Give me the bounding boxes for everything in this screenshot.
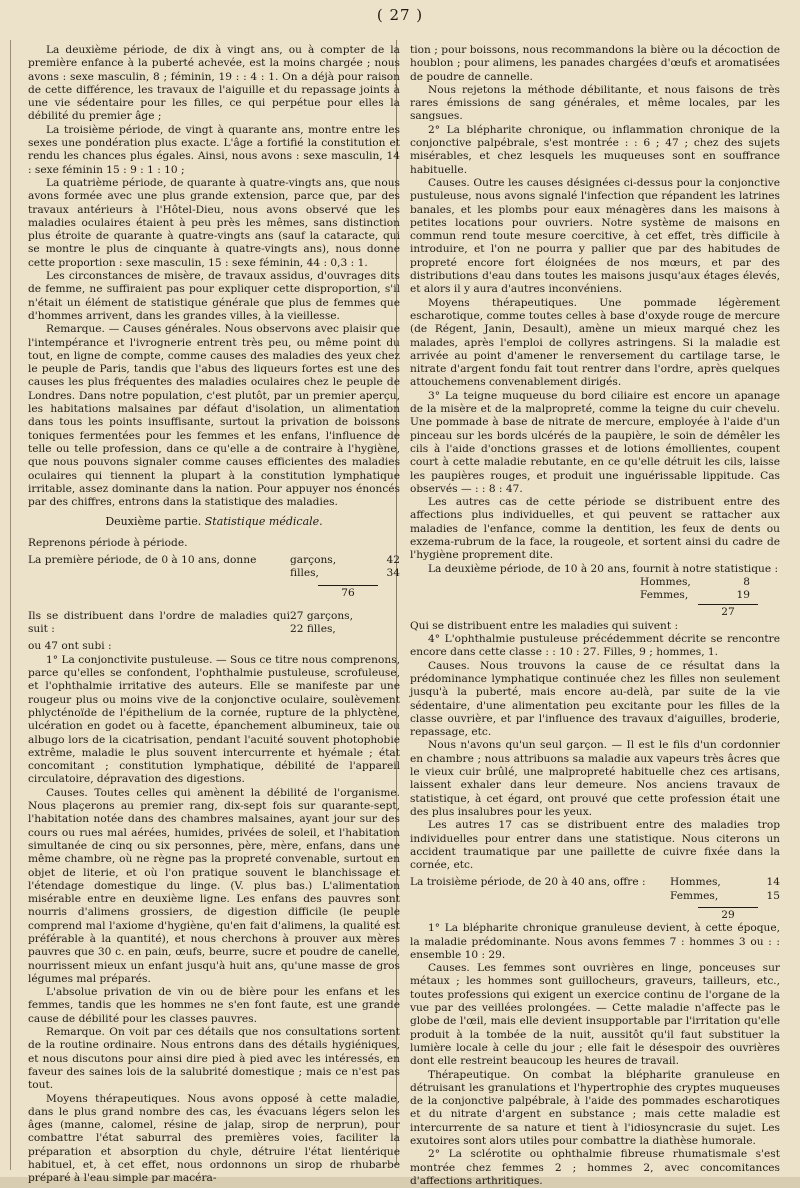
stat-label: Hommes,	[670, 876, 721, 889]
statistic-values	[410, 576, 780, 589]
page-number: ( 27 )	[376, 6, 424, 24]
paragraph: tion ; pour boissons, nous recommandons la bière ou la décoction de houblon ; pour alimens, les panades chargées d'œufs et aromatisées de poudre de cannelle.	[410, 44, 780, 83]
paragraph: La deuxième période, de 10 à 20 ans, fournit à notre statistique :	[428, 562, 779, 575]
paragraph: 3° La teigne muqueuse du bord ciliaire est encore un apanage de la misère et de la malpropreté, comme la teigne du cuir chevelu. Une pommade à base de nitrate de mercure, employée à l'aide d'un pinceau sur les bords ulcérés de la paupière, le soin de démêler les cils à l'aide d'onctions grasses et de lotions émollientes, coupent court à cette maladie rebutante, en ce qu'elle détruit les cils, laisse les paupières rouges, et produit une inguérissable lippitude. Cas observés — : : 8 : 47.	[410, 389, 780, 495]
stat-value: 42	[386, 553, 400, 566]
paragraph: La quatrième période, de quarante à quatre-vingts ans, que nous avons formée avec une plus grande extension, parce que, par des travaux antérieurs à l'Hôtel-Dieu, nous avons observé que les maladies oculaires étaient à peu près les mêmes, sans distinction plus étroite de quarante à quatre-vingts ans (sauf la cataracte, qui se montre le plus de cinquante à quatre-vingts ans), nous donne cette proportion : sexe masculin, 15 : sexe féminin, 44 : 0,3 : 1.	[28, 176, 400, 269]
paragraph: Reprenons période à période.	[28, 536, 188, 549]
paragraph: 1° La blépharite chronique granuleuse devient, à cette époque, la maladie prédominante. Nous avons femmes 7 : hommes 3 ou : : ensemble 10 : 29.	[410, 922, 780, 961]
paragraph: Les circonstances de misère, de travaux assidus, d'ouvrages dits de femme, ne suffiraient pas pour expliquer cette disproportion, s'il n'était un élément de statistique générale que plus de femmes que d'hommes arrivent, dans les grandes villes, à la vieillesse.	[28, 270, 400, 322]
paragraph: 1° La conjonctivite pustuleuse. — Sous ce titre nous comprenons, parce qu'elles se confondent, l'ophthalmie pustuleuse, scrofuleuse, et l'ophthalmie irritative des auteurs. Elle se manifeste par une rougeur plus ou moins vive de la conjonctive oculaire, soulèvement phlycténoïde de l'épithelium de la cornée, rupture de la phlyctène, ulcération en godet ou à facette, épanchement albumineux, taie ou albugo lors de la cicatrisation, pendant l'acuité souvent photophobie extrême, maladie le plus souvent intercurrente et hyémale ; état concomitant ; constitution lymphatique, débilité de l'appareil circulatoire, dépravation des digestions.	[28, 653, 400, 786]
paragraph: ou 47 ont subi :	[28, 640, 112, 653]
section-heading	[28, 515, 400, 528]
statistic-total	[410, 907, 780, 922]
stat-label: filles,	[290, 567, 319, 580]
statistic-block	[410, 876, 780, 903]
paragraph: Causes. Toutes celles qui amènent la débilité de l'organisme. Nous plaçerons au premier rang, dix-sept fois sur quarante-sept, l'habitation notée dans des chambres malsaines, ayant jour sur des cours ou rues mal aérées, humides, privées de soleil, et l'habitation simultanée de cinq ou six personnes, père, mère, enfans, dans une même chambre, où ne règne pas la propreté convenable, surtout en objet de literie, et où l'on pratique souvent le blanchissage et l'étendage domestique du linge. (V. plus bas.) L'alimentation misérable entre en deuxième ligne. Les enfans des pauvres sont nourris d'alimens grossiers, de digestion difficile (le peuple comprend mal l'axiome d'hygiène, qu'en fait d'alimens, la qualité est préférable à la quantité), et nous cherchons à prouver aux mères pauvres que 30 c. en pain, œufs, beurre, sucre et poudre de canelle, nourrissent mieux un enfant jusqu'à huit ans, qu'une masse de gros légumes mal préparés.	[28, 786, 400, 985]
paragraph: L'absolue privation de vin ou de bière pour les enfans et les femmes, tandis que les hommes ne s'en font faute, est une grande cause de débilité pour les classes pauvres.	[28, 986, 400, 1025]
statistic-label: La première période, de 0 à 10 ans, donne	[28, 553, 257, 566]
paragraph: 2° La sclérotite ou ophthalmie fibreuse rhumatismale s'est montrée chez femmes 2 ; hommes 2, avec concomitances d'affections arthritiques.	[410, 1148, 780, 1187]
statistic-block	[28, 554, 400, 581]
paragraph: Moyens thérapeutiques. Une pommade légèrement escharotique, comme toutes celles à base d'oxyde rouge de mercure (de Régent, Janin, Desault), amène un mieux marqué chez les malades, après l'emploi de collyres astringens. Si la maladie est arrivée au point d'amener le renversement du cartilage tarse, le nitrate d'argent fondu fait tout rentrer dans l'ordre, après quelques attouchemens convenablement dirigés.	[410, 296, 780, 389]
stat-label: garçons,	[290, 553, 337, 566]
paragraph: 4° L'ophthalmie pustuleuse précédemment décrite se rencontre encore dans cette classe : : 10 : 27. Filles, 9 ; hommes, 1.	[410, 633, 780, 659]
paragraph: Causes. Les femmes sont ouvrières en linge, ponceuses sur métaux ; les hommes sont guillocheurs, graveurs, tailleurs, etc., toutes professions qui exigent un exercice continu de l'organe de la vue par des veillées prolongées. — Cette maladie n'affecte pas le globe de l'œil, mais elle devient insupportable par l'irritation qu'elle produit à la tombée de la nuit, aussitôt qu'il faut substituer la lumière locale à celle du jour ; elle fait le désespoir des ouvrières dont elle restreint beaucoup les heures de travail.	[410, 962, 780, 1068]
statistic-values	[410, 589, 780, 602]
paragraph: Nous rejetons la méthode débilitante, et nous faisons de très rares émissions de sang générales, et même locales, par les sangsues.	[410, 83, 780, 123]
paragraph: Nous n'avons qu'un seul garçon. — Il est le fils d'un cordonnier en chambre ; nous attribuons sa maladie aux vapeurs très âcres que le vieux cuir brûlé, une malpropreté habituelle chez ces artisans, laissent exhaler dans leur demeure. Nos anciens travaux de statistique, à cet égard, ont prouvé que cette profession était une des plus insalubres pour les yeux.	[410, 739, 780, 818]
stat-total-value: 27	[698, 604, 758, 619]
statistic-label: Ils se distribuent dans l'ordre de maladies qui suit :	[28, 609, 290, 636]
stat-value: 27 garçons,	[290, 609, 353, 622]
statistic-values	[290, 554, 400, 581]
statistic-total	[410, 604, 780, 619]
section-heading-title: Statistique médicale.	[204, 515, 323, 529]
statistic-label: La troisième période, de 20 à 40 ans, offre :	[410, 876, 646, 889]
right-column	[410, 44, 780, 1188]
paragraph: Remarque. On voit par ces détails que nos consultations sortent de la routine ordinaire. Nous entrons dans des détails hygiéniques, et nous discutons pour ainsi dire pied à pied avec les intéressés, en faveur des saines lois de la salubrité domestique ; mais ce n'est pas tout.	[28, 1026, 400, 1092]
binding-edge	[10, 40, 11, 1170]
stat-total-value: 29	[698, 907, 758, 922]
stat-value: 14	[766, 876, 780, 889]
stat-value: 19	[736, 589, 750, 602]
statistic-values	[670, 876, 780, 903]
left-column	[28, 44, 400, 1186]
paragraph: Causes. Outre les causes désignées ci-dessus pour la conjonctive pustuleuse, nous avons signalé l'infection que répandent les latrines banales, et les plombs pour eaux ménagères dans les maisons à petites locations pour ouvriers. Notre système de maisons en commun rend toute mesure coercitive, à cet effet, très difficile à introduire, et l'on ne pourra y pallier que par des habitudes de propreté encore fort éloignées de nos mœurs, et par des distributions d'eau dans toutes les maisons jusqu'aux étages élevés, et alors il y aura d'autres inconvéniens.	[410, 176, 780, 296]
stat-value: 8	[743, 575, 750, 588]
paragraph: 2° La blépharite chronique, ou inflammation chronique de la conjonctive palpébrale, s'est montrée : : 6 ; 47 ; chez des sujets misérables, et chez lesquels les muqueuses sont en souffrance habituelle.	[410, 123, 780, 176]
paragraph: Remarque. — Causes générales. Nous observons avec plaisir que l'intempérance et l'ivrognerie entrent très peu, ou même point du tout, en ligne de compte, comme causes des maladies des yeux chez le peuple de Paris, tandis que l'abus des liqueurs fortes est une des causes les plus fréquentes des maladies oculaires chez le peuple de Londres. Dans notre population, c'est plutôt, par un premier aperçu, les habitations malsaines par défaut d'isolation, un alimentation dans tous les points insuffisante, surtout la privation de boissons toniques fermentées pour les femmes et les enfans, l'influence de telle ou telle profession, dans ce qu'elle a de contraire à l'hygiène, que nous pouvons signaler comme causes efficientes des maladies oculaires qui tiennent la plupart à la constitution lymphatique irritable, assez dominante dans la nation. Pour appuyer nos énoncés par des chiffres, entrons dans la statistique des maladies.	[28, 323, 400, 509]
stat-value: 34	[386, 567, 400, 580]
statistic-values	[290, 610, 400, 637]
stat-label: Hommes,	[640, 575, 691, 588]
paragraph: La troisième période, de vingt à quarante ans, montre entre les sexes une pondération plus exacte. L'âge a fortifié la constitution et rendu les chances plus égales. Ainsi, nous avons : sexe masculin, 14 : sexe féminin 15 : 9 : 1 : 10 ;	[28, 123, 400, 176]
paragraph: Thérapeutique. On combat la blépharite granuleuse en détruisant les granulations et l'hypertrophie des cryptes muqueuses de la conjonctive palpébrale, à l'aide des pommades escharotiques et du nitrate d'argent en substance ; mais cette maladie est intercurrente de sa nature et tient à l'idiosyncrasie du sujet. Les exutoires sont alors utiles pour combattre la diathèse humorale.	[410, 1068, 780, 1148]
statistic-total	[28, 585, 400, 600]
stat-label: Femmes,	[670, 889, 719, 902]
paragraph: Moyens thérapeutiques. Nous avons opposé à cette maladie, dans le plus grand nombre des cas, les évacuans légers selon les âges (manne, calomel, résine de jalap, sirop de nerprun), pour combattre l'état saburral des premières voies, faciliter la préparation et absorption du chyle, détruire l'état lientérique habituel, et, à cet effet, nous ordonnons un sirop de rhubarbe préparé à l'eau simple par macéra-	[28, 1092, 400, 1185]
stat-label: Femmes,	[640, 589, 689, 602]
section-heading-prefix: Deuxième partie.	[105, 515, 202, 529]
paragraph: Qui se distribuent entre les maladies qui suivent :	[410, 619, 679, 632]
stat-value: 22 filles,	[290, 623, 336, 636]
stat-total-value: 76	[318, 585, 378, 600]
paragraph: Les autres cas de cette période se distribuent entre des affections plus individuelles, et qui peuvent se rattacher aux maladies de l'enfance, comme la dentition, les feux de dents ou exzema-rubrum de la face, la rougeole, et sortent ainsi du cadre de l'hygiène proprement dite.	[410, 496, 780, 562]
statistic-block	[28, 610, 400, 637]
paragraph: Causes. Nous trouvons la cause de ce résultat dans la prédominance lymphatique continuée chez les filles non seulement jusqu'à la puberté, mais encore au-delà, par suite de la vie sédentaire, d'une alimentation peu excitante pour les filles de la classe ouvrière, et par l'influence des travaux d'aiguilles, broderie, repassage, etc.	[410, 659, 780, 739]
paragraph: La deuxième période, de dix à vingt ans, ou à compter de la première enfance à la puberté achevée, est la moins chargée ; nous avons : sexe masculin, 8 ; féminin, 19 : : 4 : 1. On a déjà pour raison de cette différence, les travaux de l'aiguille et du repassage joints à une vie sédentaire pour les filles, ce qui perpétue pour elles la débilité du premier âge ;	[28, 44, 400, 123]
stat-value: 15	[766, 889, 780, 902]
paragraph: Les autres 17 cas se distribuent entre des maladies trop individuelles pour entrer dans une statistique. Nous citerons un accident traumatique par une paillette de cuivre fixée dans la cornée, etc.	[410, 819, 780, 872]
